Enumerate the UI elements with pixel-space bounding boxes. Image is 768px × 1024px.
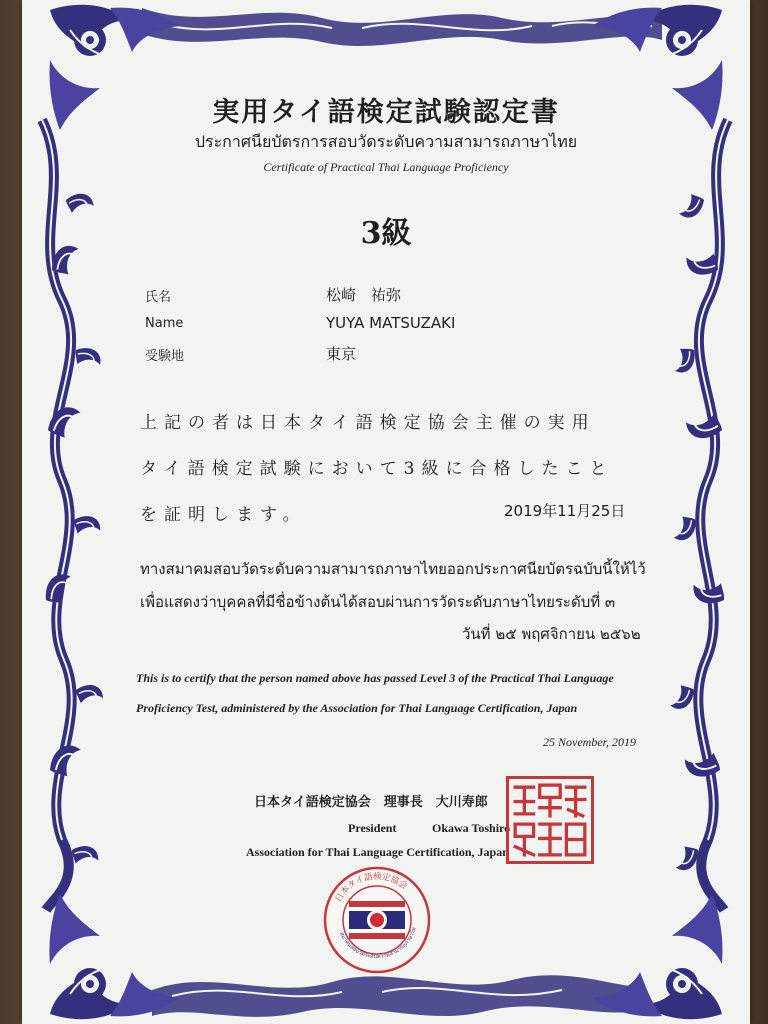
title-thai: ประกาศนียบัตรการสอบวัดระดับความสามารถภาษาไทย (194, 132, 578, 151)
field-value-exam-site: 東京 (326, 345, 357, 363)
title-japanese: 実用タイ語検定試験認定書 (212, 97, 560, 128)
date-japanese: 2019年11月25日 (504, 502, 626, 520)
signature-organization: Association for Thai Language Certification, Japan (246, 845, 509, 859)
body-english-line-2: Proficiency Test, administered by the Association for Thai Language Certification, Japan (136, 701, 578, 715)
border-bottom (152, 975, 642, 1017)
border-top (142, 8, 662, 46)
body-japanese-line-3: を証明します。 (140, 505, 307, 525)
body-thai-line-1: ทางสมาคมสอบวัดระดับความสามารถภาษาไทยออกประกาศนียบัตรฉบับนี้ให้ไว้ (140, 560, 646, 578)
association-logo-seal (322, 865, 432, 975)
field-label-name-jp: 氏名 (145, 290, 172, 305)
svg-text:日本タイ語検定協会: 日本タイ語検定協会 (333, 871, 409, 904)
corner-bottom-right (592, 894, 723, 1019)
body-english-line-1: This is to certify that the person named above has passed Level 3 of the Practical Thai Language (136, 671, 614, 685)
svg-text:สมาคมสอบวัดระดับความสามารถภาษา: สมาคมสอบวัดระดับความสามารถภาษาไท (338, 926, 418, 961)
field-value-name-en: YUYA MATSUZAKI (326, 314, 456, 332)
field-label-exam-site: 受験地 (145, 349, 185, 364)
body-japanese-line-1: 上記の者は日本タイ語検定協会主催の実用 (140, 413, 596, 433)
field-value-name-jp: 松崎 祐弥 (326, 286, 402, 304)
red-seal-stamp (506, 776, 594, 864)
certificate-level: 3級 (360, 216, 412, 251)
body-thai-line-2: เพื่อแสดงว่าบุคคลที่มีชื่อข้างต้นได้สอบผ่านการวัดระดับภาษาไทยระดับที่ ๓ (140, 593, 616, 611)
body-japanese-line-2: タイ語検定試験において3級に合格したこと (140, 459, 614, 479)
signature-president-label: President (348, 821, 397, 835)
title-english: Certificate of Practical Thai Language Proficiency (263, 160, 509, 174)
corner-bottom-left (49, 894, 180, 1019)
certificate-paper (22, 0, 750, 1024)
field-label-name-en: Name (145, 316, 184, 331)
date-english: 25 November, 2019 (543, 735, 636, 749)
signature-president-name: Okawa Toshiro (432, 821, 511, 835)
date-thai: วันที่ ๒๕ พฤศจิกายน ๒๕๖๒ (462, 625, 641, 643)
signature-japanese: 日本タイ語検定協会 理事長 大川寿郎 (254, 795, 488, 810)
